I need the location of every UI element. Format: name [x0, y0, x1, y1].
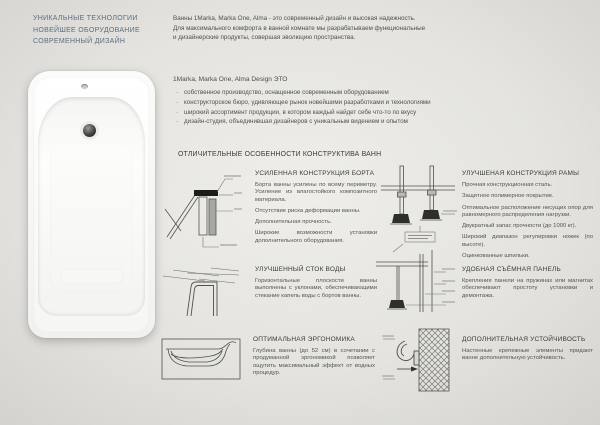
removable-panel-diagram: [376, 250, 456, 324]
frame-construction-diagram: [381, 160, 459, 262]
section-paragraph: Отсутствие риска деформации ванны.: [255, 207, 361, 214]
intro-line-1: Ванны 1Marka, Marka One, Alma - это современный дизайн и высокая надежность.: [173, 15, 416, 22]
section-heading: УДОБНАЯ СЪЁМНАЯ ПАНЕЛЬ: [462, 266, 561, 273]
brand-bullet-3: · широкий ассортимент продукции, в котором каждый найдет себе что-то по вкусу: [175, 108, 495, 118]
brand-bullet-list: [175, 88, 495, 127]
reinforced-rim-diagram: [161, 167, 243, 259]
section-paragraph: Оптимальное расположение несущих опор для равномерного распределения нагрузки.: [462, 204, 593, 218]
section-heading: УЛУЧШЕННЫЙ СТОК ВОДЫ: [255, 266, 346, 273]
ergonomics-diagram: [159, 332, 243, 386]
tagline-line-1: УНИКАЛЬНЫЕ ТЕХНОЛОГИИ: [33, 15, 138, 22]
features-title: ОТЛИЧИТЕЛЬНЫЕ ОСОБЕННОСТИ КОНСТРУКТИВА ВАНН: [178, 151, 382, 158]
brand-bullet-2: · конструкторское бюро, удивляющее рынок новейшими разработками и технологиями: [175, 98, 495, 108]
section-paragraph: Двукратный запас прочности (до 1000 кг).: [462, 223, 577, 230]
section-heading: ОПТИМАЛЬНАЯ ЭРГОНОМИКА: [253, 336, 355, 343]
intro-line-2: Для максимального комфорта в ванной комнате мы разрабатываем функциональные: [173, 24, 426, 32]
tagline-line-3: СОВРЕМЕННЫЙ ДИЗАЙН: [33, 38, 126, 45]
section-frame-construction: [462, 170, 593, 260]
bathtub-top-view-image: [28, 71, 155, 338]
section-paragraph: Прочная конструкционная сталь.: [462, 182, 553, 188]
section-heading: УЛУЧШЕНАЯ КОНСТРУКЦИЯ РАМЫ: [462, 170, 580, 177]
section-paragraph: Дополнительная прочность.: [255, 219, 332, 226]
section-ergonomics: [253, 336, 375, 377]
section-paragraph: Горизонтальные плоскости ванны выполнены с уклонами, обеспечивающими стекание капель воды с бортов ванны.: [255, 278, 377, 299]
section-paragraph: Настенные крепежные элементы придают ванне дополнительную устойчивость.: [462, 348, 593, 362]
section-paragraph: Оцинкованные шпильки.: [462, 253, 530, 260]
section-removable-panel: [462, 266, 593, 300]
drain-icon: [83, 124, 96, 137]
brand-title: 1Marka, Marka One, Alma Design ЭТО: [173, 76, 288, 83]
tagline-line-2: НОВЕЙШЕЕ ОБОРУДОВАНИЕ: [33, 26, 140, 34]
intro-paragraph: [173, 14, 425, 43]
intro-line-3: и дизайнерские продукты, совершая эволюцию пространства.: [173, 34, 356, 42]
section-water-drain: [255, 266, 377, 300]
section-heading: ДОПОЛНИТЕЛЬНАЯ УСТОЙЧИВОСТЬ: [462, 336, 586, 343]
section-paragraph: Широкий диапазон регулировки ножек (по высоте).: [462, 234, 593, 248]
section-extra-stability: [462, 336, 593, 363]
brand-bullet-1: · собственное производство, оснащенное современным оборудованием: [175, 88, 495, 98]
tagline: [33, 13, 140, 48]
section-heading: УСИЛЕННАЯ КОНСТРУКЦИЯ БОРТА: [255, 170, 375, 177]
wall-mount-diagram: [381, 327, 455, 397]
brand-bullet-4: · дизайн-студия, объединившая дизайнеров с уникальным видением и опытом: [175, 117, 495, 127]
bathtub-antislip-zone: [60, 268, 123, 284]
section-paragraph: Борта ванны усилены по всему периметру. Усиление из влагостойкого композитного материала.: [255, 182, 377, 203]
water-drain-diagram: [161, 260, 241, 322]
section-paragraph: Защитное полимерное покрытие.: [462, 193, 554, 200]
overflow-hole: [81, 84, 88, 89]
section-paragraph: Широкие возможности установки дополнительного оборудования.: [255, 230, 377, 244]
section-paragraph: Крепления панели на пружинах или магнитах обеспечивают простоту установки и демонтажа.: [462, 278, 593, 299]
section-reinforced-rim: [255, 170, 377, 245]
section-paragraph: Глубина ванны (до 52 см) в сочетании с продуманной эргономикой позволяет ощутить максимальный эффект от водных процедур.: [253, 348, 375, 376]
